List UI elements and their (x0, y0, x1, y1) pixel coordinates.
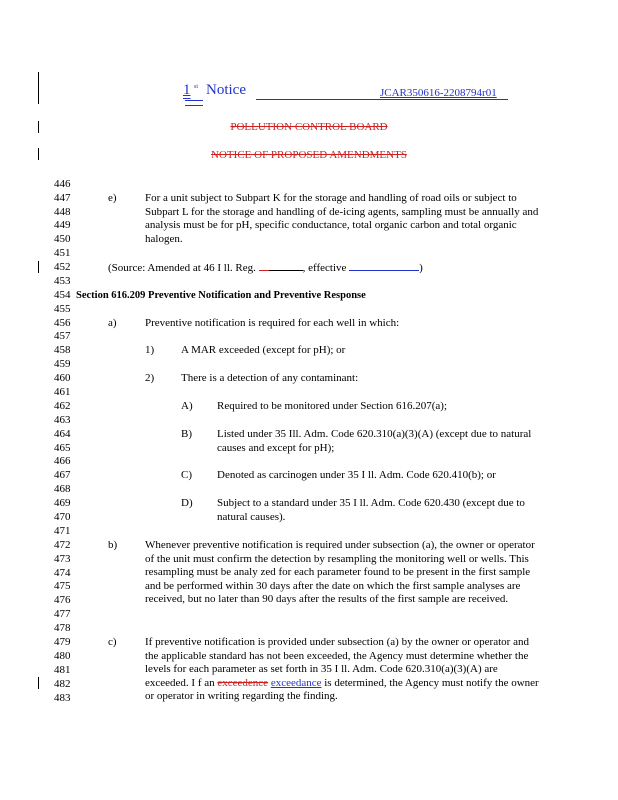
inserted-word: exceedance (270, 676, 322, 689)
double-underline-mark (185, 100, 203, 106)
source-close: ) (419, 262, 423, 274)
line-number: 462 (54, 400, 71, 412)
insertion-blank (349, 261, 419, 271)
line-number: 482 (54, 678, 71, 690)
line-number: 453 (54, 275, 71, 287)
header-underline (256, 99, 508, 100)
line-number: 472 (54, 539, 71, 551)
jcar-code: JCAR350616-2208794r01 (380, 87, 497, 99)
line-number: 469 (54, 497, 71, 509)
subitem-B: Listed under 35 Ill. Adm. Code 620.310(a)(3)(A) (except due to natural causes and except for pH); (217, 428, 532, 454)
line-number: 464 (54, 428, 71, 440)
subsection-label-e: e) (108, 192, 117, 204)
line-number: 451 (54, 247, 71, 259)
subsection-label-a: a) (108, 317, 117, 329)
line-number: 457 (54, 330, 71, 342)
line-number: 461 (54, 386, 71, 398)
item-2: There is a detection of any contaminant: (181, 372, 359, 384)
line-number: 483 (54, 692, 71, 704)
line-number: 467 (54, 469, 71, 481)
subitem-label-B: B) (181, 428, 192, 440)
line-number: 455 (54, 303, 71, 315)
line-number: 468 (54, 483, 71, 495)
line-number: 465 (54, 442, 71, 454)
document-header (183, 82, 513, 102)
change-bar (38, 261, 39, 273)
line-number: 456 (54, 317, 71, 329)
line-number: 450 (54, 233, 71, 245)
source-text: (Source: Amended at 46 I ll. Reg. (108, 262, 256, 274)
subitem-A: Required to be monitored under Section 616.207(a); (217, 400, 448, 412)
line-number: 449 (54, 219, 71, 231)
subitem-label-C: C) (181, 469, 192, 481)
line-number: 459 (54, 358, 71, 370)
subitem-D: Subject to a standard under 35 I ll. Adm. Code 620.430 (except due to natural causes). (217, 497, 525, 523)
line-number: 481 (54, 664, 71, 676)
line-number: 473 (54, 553, 71, 565)
notice-title: NOTICE OF PROPOSED AMENDMENTS (211, 149, 407, 161)
paragraph-c-text: If preventive notification is provided under subsection (a) by the owner or operator and the applicable standard has not been exceeded, the Agency must determine whether the levels for each parameter as set forth in 35 I ll. Adm. Code 620.310(a)(3)(A) are exceeded. I f an (145, 636, 529, 689)
subitem-label-D: D) (181, 497, 193, 509)
paragraph-c-text-end: is determined, the Agency must notify the owner or operator in writing regarding the finding. (145, 676, 539, 702)
blank-line (269, 261, 303, 271)
line-number: 471 (54, 525, 71, 537)
notice-ordinal: st (194, 84, 199, 90)
line-number: 475 (54, 580, 71, 592)
source-effective: , effective (302, 262, 347, 274)
line-number: 480 (54, 650, 71, 662)
subitem-C: Denoted as carcinogen under 35 I ll. Adm. Code 620.410(b); or (217, 469, 496, 481)
line-number: 452 (54, 261, 71, 273)
paragraph-c (145, 636, 543, 704)
paragraph-b: Whenever preventive notification is required under subsection (a), the owner or operator of the unit must confirm the detection by resampling the monitoring well or wells. This resampling must be analy zed for each parameter found to be present in the first sample and be performed within 30 days after the date on which the first sample analyses are received, but no later than 90 days after the results of the first sample are received. (145, 539, 535, 605)
line-number: 470 (54, 511, 71, 523)
subitem-label-A: A) (181, 400, 193, 412)
line-number: 476 (54, 594, 71, 606)
line-number: 479 (54, 636, 71, 648)
section-heading: Section 616.209 Preventive Notification and Preventive Response (76, 290, 366, 301)
paragraph-e: For a unit subject to Subpart K for the storage and handling of road oils or subject to Subpart L for the storage and handling of de-icing agents, sampling must be annually and analysis must be for pH, specific conductance, total organic carbon and total organic halogen. (145, 192, 539, 245)
line-number: 477 (54, 608, 71, 620)
line-number: 466 (54, 455, 71, 467)
subsection-label-c: c) (108, 636, 117, 648)
paragraph-a: Preventive notification is required for each well in which: (145, 317, 400, 329)
source-note (108, 261, 423, 276)
line-number: 463 (54, 414, 71, 426)
change-bar (38, 677, 39, 689)
item-label-2: 2) (145, 372, 155, 384)
line-number: 448 (54, 206, 71, 218)
line-number: 478 (54, 622, 71, 634)
deletion-mark (259, 264, 269, 271)
subsection-label-b: b) (108, 539, 118, 551)
line-number: 458 (54, 344, 71, 356)
change-bar (38, 72, 39, 104)
line-number: 454 (54, 289, 71, 301)
line-number: 460 (54, 372, 71, 384)
board-title: POLLUTION CONTROL BOARD (230, 121, 388, 133)
item-1: A MAR exceeded (except for pH); or (181, 344, 346, 356)
line-number: 446 (54, 178, 71, 190)
deleted-word: exceedence (217, 676, 269, 689)
line-number: 474 (54, 567, 71, 579)
notice-number: 1 (183, 82, 191, 98)
item-label-1: 1) (145, 344, 155, 356)
line-number: 447 (54, 192, 71, 204)
notice-label: Notice (206, 82, 246, 98)
